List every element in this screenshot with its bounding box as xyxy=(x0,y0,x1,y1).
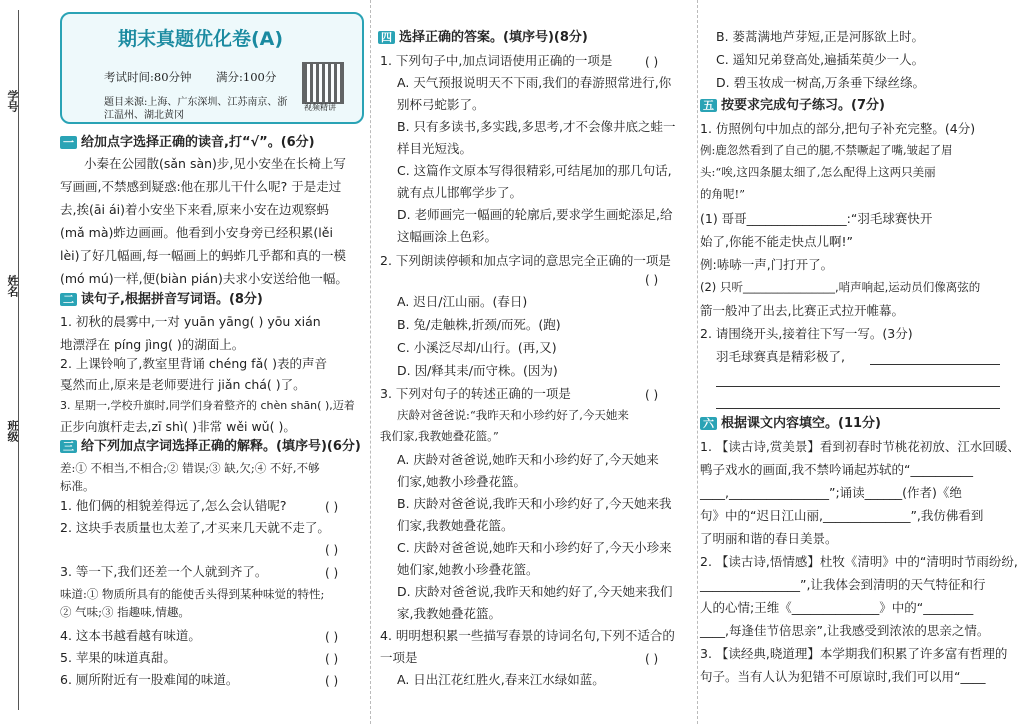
option-line: B. 只有多读书,多实践,多思考,才不会像井底之蛙一 xyxy=(397,119,676,134)
question-line: 例:鹿忽然看到了自己的腿,不禁噘起了嘴,皱起了眉 xyxy=(700,143,953,157)
option-line: 家,我教她叠花篮。 xyxy=(397,606,501,621)
answer-paren[interactable]: ( ) xyxy=(325,500,339,514)
option-line: B. 蒌蒿满地芦芽短,正是河豚欲上时。 xyxy=(716,29,924,44)
answer-paren[interactable]: ( ) xyxy=(645,55,659,69)
question-line: 鸭子戏水的画面,我不禁吟诵起苏轼的“__________ xyxy=(700,462,973,477)
section-6-title: 六 根据课文内容填空。(11分) xyxy=(700,417,881,430)
section-1-title: 一 给加点字选择正确的读音,打“√”。(6分) xyxy=(60,136,315,149)
passage-line: (mǎ mà)蚱边画画。他看到小安身旁已经积累(lěi xyxy=(60,225,333,240)
qr-caption: 视频精讲 xyxy=(304,103,336,112)
section-4-number: 四 xyxy=(378,31,395,44)
question-line: 戛然而止,原来是老师要进行 jiǎn chá( )了。 xyxy=(60,377,306,392)
question-line: 2. 请围绕开头,接着往下写一写。(3分) xyxy=(700,326,913,341)
question-line: 2. 上课铃响了,教室里背诵 chéng fǎ( )表的声音 xyxy=(60,356,327,371)
question-line: 2. 【读古诗,悟情感】杜牧《清明》中的“清明时节雨纷纷, xyxy=(700,554,1018,569)
option-line: B. 庆龄对爸爸说,我昨天和小珍约好了,今天她来我 xyxy=(397,496,672,511)
question-item: 4. 这本书越看越有味道。 xyxy=(60,628,201,643)
option-line: C. 小溪泛尽却/山行。(再,又) xyxy=(397,340,557,355)
question-line: 正步向旗杆走去,zī shì( )非常 wěi wǔ( )。 xyxy=(60,419,296,434)
quote-line: 我们家,我教她叠花篮。” xyxy=(380,429,499,443)
section-3-number: 三 xyxy=(60,440,77,453)
question-line: 3. 星期一,学校升旗时,同学们身着整齐的 chèn shān( ),迈着 xyxy=(60,399,355,412)
answer-paren[interactable]: ( ) xyxy=(645,388,659,402)
option-line: D. 庆龄对爸爸说,我昨天和她约好了,今天她来我们 xyxy=(397,584,673,599)
question-line: (1) 哥哥________________:“羽毛球赛快开 xyxy=(700,211,933,226)
question-line: 1. 初秋的晨雾中,一对 yuān yāng( ) yōu xián xyxy=(60,314,321,329)
option-line: 这幅画涂上色彩。 xyxy=(397,229,498,244)
question-line: 句》中的“迟日江山丽,______________”,我仿佛看到 xyxy=(700,508,984,523)
question-line: 了明丽和谐的春日美景。 xyxy=(700,531,838,546)
passage-line: (mó mú)一样,便(biàn pián)夫求小安送给他一幅。 xyxy=(60,271,348,286)
question-line: 头:“唉,这四条腿太细了,怎么配得上这两只美丽 xyxy=(700,165,936,179)
passage-line: lèi)了好几幅画,每一幅画上的蚂蚱几乎都和真的一模 xyxy=(60,248,346,263)
option-line: A. 迟日/江山丽。(春日) xyxy=(397,294,528,309)
passage-line: 去,挨(āi ái)着小安坐下来看,原来小安在边观察蚂 xyxy=(60,202,329,217)
passage-line: 写画画,不禁感到疑惑:他在那儿干什么呢? 于是走过 xyxy=(60,179,342,194)
question-line: 3. 【读经典,晓道理】本学期我们积累了许多富有哲理的 xyxy=(700,646,1008,661)
answer-paren[interactable]: ( ) xyxy=(325,543,339,557)
definition-line: 标准。 xyxy=(60,479,95,493)
section-2-number: 二 xyxy=(60,293,77,306)
option-line: C. 这篇作文原本写得很精彩,可结尾加的那几句话, xyxy=(397,163,672,178)
option-line: D. 因/释其耒/而守株。(因为) xyxy=(397,363,558,378)
answer-paren[interactable]: ( ) xyxy=(645,652,659,666)
section-4-title: 四 选择正确的答案。(填序号)(8分) xyxy=(378,31,588,44)
option-line: A. 日出江花红胜火,春来江水绿如蓝。 xyxy=(397,672,605,687)
question-line: ____,________________”;诵读______(作者)《绝 xyxy=(700,485,962,500)
question-line: (2) 只听________________,哨声响起,运动员们像离弦的 xyxy=(700,280,981,294)
question-stem: 3. 下列对句子的转述正确的一项是 xyxy=(380,386,571,401)
option-line: 们家,我教她叠花篮。 xyxy=(397,518,514,533)
question-source: 题目来源:上海、广东深圳、江苏南京、浙江温州、湖北黄冈 xyxy=(104,97,288,121)
option-line: C. 遥知兄弟登高处,遍插茱萸少一人。 xyxy=(716,52,925,67)
question-item: 6. 厕所附近有一股难闻的味道。 xyxy=(60,672,239,687)
question-item: 3. 等一下,我们还差一个人就到齐了。 xyxy=(60,564,268,579)
option-line: C. 庆龄对爸爸说,她昨天和小珍约好了,今天小珍来 xyxy=(397,540,672,555)
question-line: 例:哧哧一声,门打开了。 xyxy=(700,257,834,272)
answer-paren[interactable]: ( ) xyxy=(325,566,339,580)
question-line: 1. 仿照例句中加点的部分,把句子补充完整。(4分) xyxy=(700,121,976,136)
question-line: ____,每逢佳节倍思亲”,让我感受到浓浓的思亲之情。 xyxy=(700,623,990,638)
question-line: 的角呢!” xyxy=(700,187,746,201)
question-line: 1. 【读古诗,赏美景】看到初春时节桃花初放、江水回暖、 xyxy=(700,439,1020,454)
section-5-title: 五 按要求完成句子练习。(7分) xyxy=(700,99,885,112)
section-3-title: 三 给下列加点字词选择正确的解释。(填序号)(6分) xyxy=(60,440,361,453)
writing-line[interactable] xyxy=(716,408,1000,409)
exam-title: 期末真题优化卷(A) xyxy=(118,28,284,50)
option-line: 她们家,她教小珍叠花篮。 xyxy=(397,562,539,577)
definition-line: 差:① 不相当,不相合;② 错误;③ 缺,欠;④ 不好,不够 xyxy=(60,461,320,475)
question-item: 5. 苹果的味道真甜。 xyxy=(60,650,176,665)
question-line: 人的心情;王维《______________》中的“________ xyxy=(700,600,974,615)
option-line: 们家,她教小珍叠花篮。 xyxy=(397,474,526,489)
section-6-number: 六 xyxy=(700,417,717,430)
section-5-number: 五 xyxy=(700,99,717,112)
question-line: ________________”,让我体会到清明的天气特征和行 xyxy=(700,577,986,592)
option-line: D. 碧玉妆成一树高,万条垂下绿丝绦。 xyxy=(716,75,926,90)
name-label: 姓名 xyxy=(6,275,19,297)
question-stem: 2. 下列朗读停顿和加点字词的意思完全正确的一项是 xyxy=(380,253,671,268)
definition-line: 味道:① 物质所具有的能使舌头得到某种味觉的特性; xyxy=(60,587,325,601)
answer-paren[interactable]: ( ) xyxy=(645,273,659,287)
question-item: 2. 这块手表质量也太差了,才买来几天就不走了。 xyxy=(60,520,330,535)
answer-paren[interactable]: ( ) xyxy=(325,652,339,666)
passage-line: 小秦在公园散(sǎn sàn)步,见小安坐在长椅上写 xyxy=(84,156,346,171)
quote-line: 庆龄对爸爸说:“我昨天和小珍约好了,今天她来 xyxy=(397,408,629,422)
answer-paren[interactable]: ( ) xyxy=(325,674,339,688)
qr-code[interactable] xyxy=(302,62,344,104)
option-line: 就有点儿邯郸学步了。 xyxy=(397,185,523,200)
definition-line: ② 气味;③ 指趣味,情趣。 xyxy=(60,605,190,619)
writing-line[interactable] xyxy=(870,364,1000,365)
option-line: 样目光短浅。 xyxy=(397,141,473,156)
student-id-label: 学号 xyxy=(6,90,19,112)
option-line: A. 天气预报说明天不下雨,我们的春游照常进行,你 xyxy=(397,75,672,90)
question-line: 始了,你能不能走快点儿啊!” xyxy=(700,234,853,249)
option-line: 别杯弓蛇影了。 xyxy=(397,97,485,112)
question-line: 句子。当有人认为犯错不可原谅时,我们可以用“____ xyxy=(700,669,986,684)
option-line: A. 庆龄对爸爸说,她昨天和小珍约好了,今天她来 xyxy=(397,452,659,467)
answer-paren[interactable]: ( ) xyxy=(325,630,339,644)
section-1-number: 一 xyxy=(60,136,77,149)
question-stem: 4. 明明想积累一些描写春景的诗词名句,下列不适合的 xyxy=(380,628,675,643)
exam-time: 考试时间:80分钟 xyxy=(104,70,192,84)
option-line: B. 兔/走触株,折颈/而死。(跑) xyxy=(397,317,561,332)
exam-score: 满分:100分 xyxy=(216,70,277,84)
writing-line[interactable] xyxy=(716,386,1000,387)
question-stem: 1. 下列句子中,加点词语使用正确的一项是 xyxy=(380,53,613,68)
question-line: 箭一般冲了出去,比赛正式拉开帷幕。 xyxy=(700,303,904,318)
class-label: 班级 xyxy=(6,420,19,442)
question-item: 1. 他们俩的相貌差得远了,怎么会认错呢? xyxy=(60,498,287,513)
section-2-title: 二 读句子,根据拼音写词语。(8分) xyxy=(60,293,263,306)
question-stem: 一项是 xyxy=(380,650,418,665)
option-line: D. 老师画完一幅画的轮廓后,要求学生画蛇添足,给 xyxy=(397,207,673,222)
question-line: 羽毛球赛真是精彩极了, xyxy=(716,349,845,364)
question-line: 地漂浮在 píng jìng( )的湖面上。 xyxy=(60,337,245,352)
